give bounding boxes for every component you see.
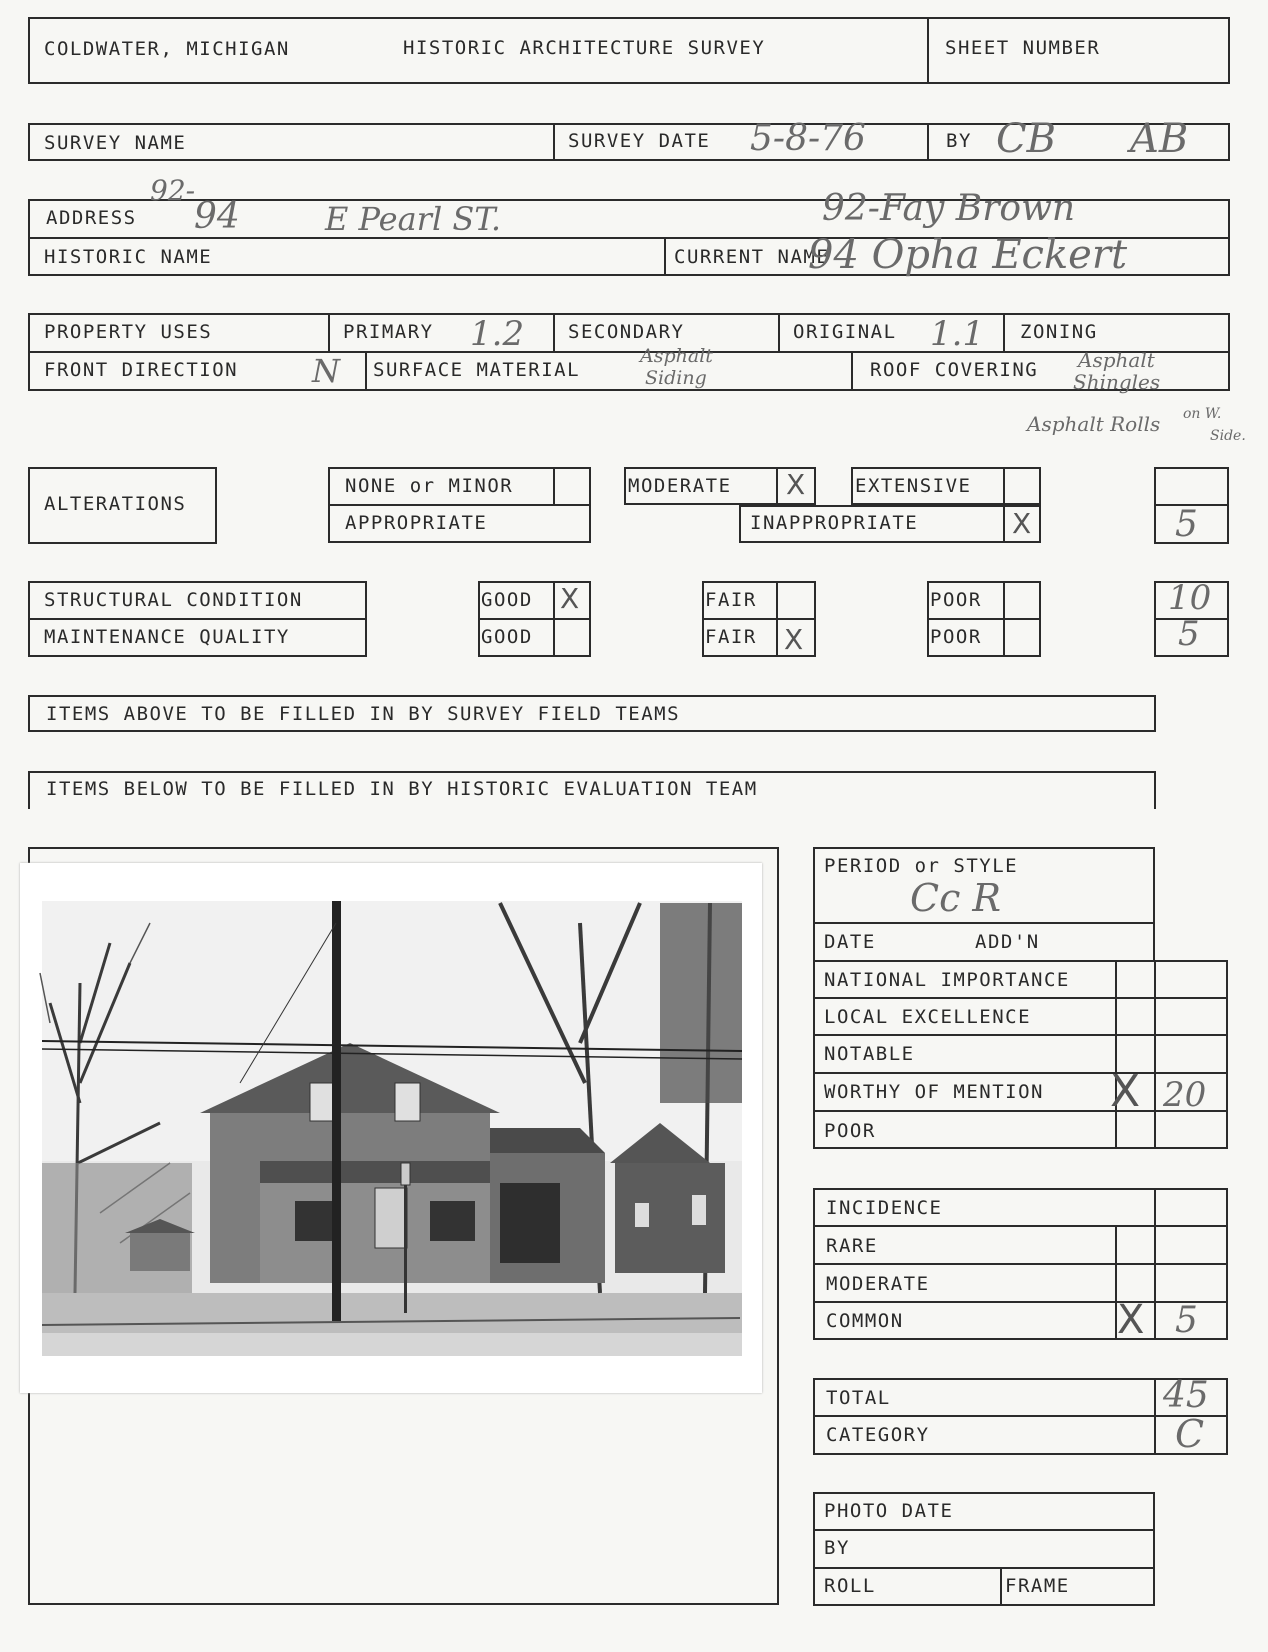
survey-name-label: SURVEY NAME xyxy=(44,132,187,154)
address-number-prefix: 92- xyxy=(150,174,196,207)
property-divider-5 xyxy=(365,351,367,391)
current-name-line1: 92-Fay Brown xyxy=(822,188,1076,229)
property-divider-3 xyxy=(778,313,780,351)
sheet-number-label: SHEET NUMBER xyxy=(945,37,1101,59)
incidence-label: INCIDENCE xyxy=(826,1197,943,1219)
cond-divider-2 xyxy=(478,618,591,620)
structural-poor-label: POOR xyxy=(930,589,982,611)
total-value: 45 xyxy=(1163,1375,1209,1416)
common-score: 5 xyxy=(1175,1300,1198,1341)
incidence-moderate-label: MODERATE xyxy=(826,1273,930,1295)
cond-divider-5 xyxy=(776,581,778,657)
primary-label: PRIMARY xyxy=(343,321,434,343)
cond-divider-3 xyxy=(553,581,555,657)
worthy-label: WORTHY OF MENTION xyxy=(824,1081,1044,1103)
eval-poor-label: POOR xyxy=(824,1120,876,1142)
survey-divider-1 xyxy=(553,123,555,161)
alter-divider-1 xyxy=(328,504,591,506)
photo-info-divider-1 xyxy=(813,1529,1155,1531)
importance-divider-v1 xyxy=(1115,960,1117,1149)
note-above: ITEMS ABOVE TO BE FILLED IN BY SURVEY FIELD TEAMS xyxy=(46,703,681,725)
roof-note-2: on W. xyxy=(1183,406,1222,422)
addn-label: ADD'N xyxy=(975,931,1040,953)
roll-label: ROLL xyxy=(824,1575,876,1597)
note-below-right xyxy=(1154,771,1156,809)
total-label: TOTAL xyxy=(826,1387,891,1409)
current-name-line2: 94 Opha Eckert xyxy=(808,232,1128,278)
current-name-label: CURRENT NAME xyxy=(674,246,830,268)
none-minor-label: NONE or MINOR xyxy=(345,475,514,497)
common-mark: X xyxy=(1117,1297,1145,1343)
date-label: DATE xyxy=(824,931,876,953)
survey-title: HISTORIC ARCHITECTURE SURVEY xyxy=(403,37,766,59)
roof-note-3: Side. xyxy=(1210,428,1246,444)
secondary-label: SECONDARY xyxy=(568,321,685,343)
importance-divider-v2 xyxy=(1154,960,1156,1149)
photo-by-label: BY xyxy=(824,1537,850,1559)
photo-info-divider-v xyxy=(1000,1567,1002,1606)
survey-date-value: 5-8-76 xyxy=(750,118,866,159)
property-divider-2 xyxy=(553,313,555,351)
maintenance-good-label: GOOD xyxy=(481,626,533,648)
cond-divider-4 xyxy=(702,618,816,620)
zoning-label: ZONING xyxy=(1020,321,1098,343)
incidence-divider-3 xyxy=(813,1301,1228,1303)
national-label: NATIONAL IMPORTANCE xyxy=(824,969,1070,991)
moderate-label: MODERATE xyxy=(628,475,732,497)
structural-score: 10 xyxy=(1168,578,1212,618)
incidence-divider-2 xyxy=(813,1263,1228,1265)
structural-label: STRUCTURAL CONDITION xyxy=(44,589,303,611)
maintenance-label: MAINTENANCE QUALITY xyxy=(44,626,290,648)
roof-note-1: Asphalt Rolls xyxy=(1027,412,1161,436)
original-label: ORIGINAL xyxy=(793,321,897,343)
inappropriate-mark: X xyxy=(1012,507,1032,540)
house-photo-image xyxy=(20,863,762,1393)
extensive-label: EXTENSIVE xyxy=(855,475,972,497)
survey-by-value-1: CB xyxy=(996,116,1056,162)
survey-divider-2 xyxy=(927,123,929,161)
survey-by-label: BY xyxy=(946,130,972,152)
photo-info-divider-2 xyxy=(813,1567,1155,1569)
property-divider-6 xyxy=(851,351,853,391)
maintenance-fair-mark: X xyxy=(784,623,804,656)
period-value: Cc R xyxy=(910,876,1002,920)
maintenance-score: 5 xyxy=(1178,614,1200,654)
maintenance-poor-label: POOR xyxy=(930,626,982,648)
note-above-bottom xyxy=(28,730,1156,732)
original-value: 1.1 xyxy=(930,314,985,354)
roof-covering-value-1: Asphalt xyxy=(1078,348,1155,372)
survey-by-value-2: AB xyxy=(1130,116,1189,162)
cond-divider-7 xyxy=(1003,581,1005,657)
house-photo xyxy=(20,863,762,1393)
city-label: COLDWATER, MICHIGAN xyxy=(44,38,290,60)
common-label: COMMON xyxy=(826,1310,904,1332)
notable-label: NOTABLE xyxy=(824,1043,915,1065)
primary-value: 1.2 xyxy=(470,314,525,354)
property-divider-1 xyxy=(328,313,330,351)
alterations-label: ALTERATIONS xyxy=(44,493,187,515)
appropriate-label: APPROPRIATE xyxy=(345,512,488,534)
moderate-mark: X xyxy=(786,468,806,501)
roof-covering-value-2: Shingles xyxy=(1073,370,1161,394)
alter-divider-2 xyxy=(553,467,555,505)
worthy-score: 20 xyxy=(1163,1075,1207,1115)
property-uses-label: PROPERTY USES xyxy=(44,321,213,343)
cond-divider-1 xyxy=(28,618,367,620)
surface-material-value-2: Siding xyxy=(645,367,707,389)
header-divider xyxy=(927,17,929,84)
cond-divider-6 xyxy=(927,618,1041,620)
survey-date-label: SURVEY DATE xyxy=(568,130,711,152)
incidence-divider-1 xyxy=(813,1225,1228,1227)
structural-fair-label: FAIR xyxy=(705,589,757,611)
note-below: ITEMS BELOW TO BE FILLED IN BY HISTORIC EVALUATION TEAM xyxy=(46,778,758,800)
inappropriate-label: INAPPROPRIATE xyxy=(750,512,919,534)
surface-material-value-1: Asphalt xyxy=(640,345,713,367)
note-below-left xyxy=(28,771,30,809)
front-direction-value: N xyxy=(312,352,340,390)
local-label: LOCAL EXCELLENCE xyxy=(824,1006,1032,1028)
frame-label: FRAME xyxy=(1005,1575,1070,1597)
surface-material-label: SURFACE MATERIAL xyxy=(373,359,581,381)
address-label: ADDRESS xyxy=(46,207,137,229)
worthy-mark: X xyxy=(1110,1066,1141,1117)
property-divider-4 xyxy=(1003,313,1005,351)
maintenance-fair-label: FAIR xyxy=(705,626,757,648)
importance-divider-2 xyxy=(813,1034,1228,1036)
roof-covering-label: ROOF COVERING xyxy=(870,359,1039,381)
category-value: C xyxy=(1175,1412,1205,1456)
address-number: 94 xyxy=(194,196,240,237)
rare-label: RARE xyxy=(826,1235,878,1257)
front-direction-label: FRONT DIRECTION xyxy=(44,359,239,381)
photo-date-label: PHOTO DATE xyxy=(824,1500,954,1522)
note-below-top xyxy=(28,771,1156,773)
alter-divider-3 xyxy=(776,467,778,505)
structural-good-mark: X xyxy=(560,582,580,615)
period-label: PERIOD or STYLE xyxy=(824,855,1019,877)
address-street: E Pearl ST. xyxy=(325,200,502,238)
importance-divider-3 xyxy=(813,1072,1228,1074)
historic-name-label: HISTORIC NAME xyxy=(44,246,213,268)
category-label: CATEGORY xyxy=(826,1424,930,1446)
structural-good-label: GOOD xyxy=(481,589,533,611)
property-divider-h xyxy=(28,351,1230,353)
address-divider-v xyxy=(664,237,666,276)
importance-divider-1 xyxy=(813,997,1228,999)
alterations-score: 5 xyxy=(1175,504,1198,545)
note-above-left xyxy=(28,695,30,732)
